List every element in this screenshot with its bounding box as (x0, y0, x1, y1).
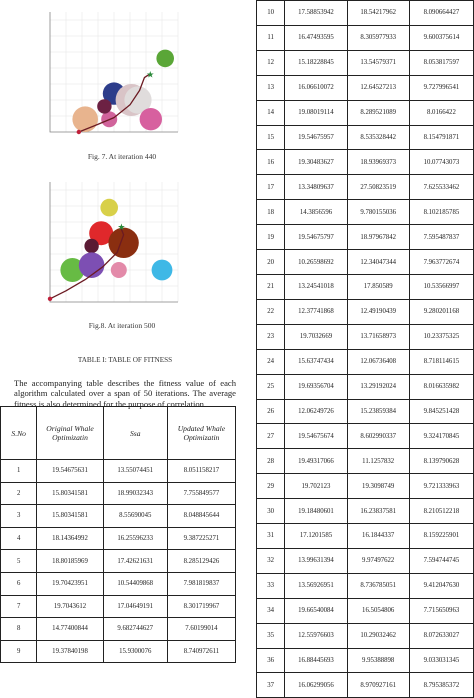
header-sno: S.No (1, 407, 37, 460)
table-cell: 26 (257, 399, 285, 424)
table-cell: 13.56926951 (285, 573, 347, 598)
obstacle-circle (111, 262, 127, 278)
table-cell: 8.795385372 (409, 673, 473, 698)
table-cell: 9.721333963 (409, 474, 473, 499)
table-cell: 12.34047344 (347, 250, 409, 275)
table-cell: 8.154791871 (409, 125, 473, 150)
figure-7 (34, 6, 184, 146)
table-cell: 7.60199014 (167, 618, 235, 641)
table-cell: 8.535328442 (347, 125, 409, 150)
table-cell: 13.24541018 (285, 274, 347, 299)
table-cell: 16.5054806 (347, 598, 409, 623)
table-cell: 16.06610072 (285, 75, 347, 100)
table-cell: 8.285129426 (167, 550, 235, 573)
table-cell: 15.80341581 (37, 482, 103, 505)
goal-marker: ★ (146, 69, 155, 80)
table-cell: 1 (1, 460, 37, 483)
start-marker (48, 297, 52, 301)
table-row (257, 299, 474, 324)
table-cell: 13.29192024 (347, 374, 409, 399)
table-cell: 9.97497622 (347, 548, 409, 573)
table-cell: 16.23837581 (347, 499, 409, 524)
table-row (1, 482, 236, 505)
table-cell: 18.93969373 (347, 150, 409, 175)
table-cell: 18.97967842 (347, 225, 409, 250)
fitness-table-left (0, 406, 236, 663)
table-cell: 16.47493595 (285, 25, 347, 50)
table-cell: 8.0166422 (409, 100, 473, 125)
table-row (257, 1, 474, 26)
table-cell: 8.55690045 (103, 505, 167, 528)
table-cell: 8.090664427 (409, 1, 473, 26)
table-cell: 19.7032669 (285, 324, 347, 349)
table-cell: 9.682744627 (103, 618, 167, 641)
table-cell: 8.301719967 (167, 595, 235, 618)
table-cell: 27.50823519 (347, 175, 409, 200)
table-cell: 15.9300076 (103, 640, 167, 663)
start-marker (77, 130, 81, 134)
table-cell: 9.324170845 (409, 424, 473, 449)
table-cell: 12.06249726 (285, 399, 347, 424)
table-row (1, 505, 236, 528)
table-cell: 18.14364992 (37, 527, 103, 550)
table-cell: 12.64527213 (347, 75, 409, 100)
table-cell: 13.34809637 (285, 175, 347, 200)
table-cell: 8 (1, 618, 37, 641)
table-cell: 18.99032343 (103, 482, 167, 505)
table-cell: 19.54675957 (285, 125, 347, 150)
table-cell: 9.280201168 (409, 299, 473, 324)
table-cell: 9.780155036 (347, 200, 409, 225)
table-cell: 33 (257, 573, 285, 598)
table-cell: 13 (257, 75, 285, 100)
table-cell: 14.3856596 (285, 200, 347, 225)
table-row (257, 573, 474, 598)
table-cell: 8.718114615 (409, 349, 473, 374)
table-cell: 31 (257, 524, 285, 549)
table-row (257, 598, 474, 623)
figure-7-plot (34, 6, 184, 146)
table-row (257, 548, 474, 573)
table-row (257, 324, 474, 349)
table-row (1, 618, 236, 641)
table-cell: 10.54409868 (103, 572, 167, 595)
paragraph-text: The accompanying table describes the fitness value of each algorithm calculated over a span of 50 iterations. The average fitness is also determined for the purpose of correlation. (14, 377, 236, 409)
table-cell: 15.18228845 (285, 50, 347, 75)
header-ssa: Ssa (103, 407, 167, 460)
table-cell: 21 (257, 274, 285, 299)
table-cell: 19.49317066 (285, 449, 347, 474)
table-cell: 2 (1, 482, 37, 505)
table-cell: 24 (257, 349, 285, 374)
fitness-table-right (256, 0, 474, 698)
table-row (257, 474, 474, 499)
table-cell: 19.702123 (285, 474, 347, 499)
table-cell: 8.048845644 (167, 505, 235, 528)
table-cell: 17.850589 (347, 274, 409, 299)
figure-8-caption: Fig.8. At iteration 500 (88, 321, 156, 330)
table-row (1, 550, 236, 573)
table-cell: 30 (257, 499, 285, 524)
table-cell: 8.736785051 (347, 573, 409, 598)
table-cell: 17.1201585 (285, 524, 347, 549)
table-cell: 15.23859384 (347, 399, 409, 424)
table-cell: 4 (1, 527, 37, 550)
table-header-row (1, 407, 236, 460)
table-cell: 16.06299056 (285, 673, 347, 698)
table-cell: 7.981819837 (167, 572, 235, 595)
table-cell: 37 (257, 673, 285, 698)
table-cell: 15.80341581 (37, 505, 103, 528)
table-row (1, 572, 236, 595)
obstacle-circle (100, 199, 118, 217)
table-row (257, 50, 474, 75)
table-row (257, 449, 474, 474)
table-cell: 9.412047630 (409, 573, 473, 598)
table-cell: 14.77400844 (37, 618, 103, 641)
table-cell: 19.08019114 (285, 100, 347, 125)
table-cell: 35 (257, 623, 285, 648)
table-row (257, 349, 474, 374)
obstacle-circle (140, 108, 162, 130)
table-cell: 9 (1, 640, 37, 663)
table-cell: 12.49190439 (347, 299, 409, 324)
table-cell: 16.25596233 (103, 527, 167, 550)
table-cell: 19.3098749 (347, 474, 409, 499)
obstacle-circle (72, 106, 98, 132)
table-cell: 12.55976603 (285, 623, 347, 648)
table-title: TABLE I: TABLE OF FITNESS (77, 356, 173, 364)
table-row (1, 640, 236, 663)
table-row (257, 75, 474, 100)
table-row (257, 175, 474, 200)
table-cell: 10.23375325 (409, 324, 473, 349)
table-cell: 23 (257, 324, 285, 349)
table-cell: 8.159225901 (409, 524, 473, 549)
table-cell: 14 (257, 100, 285, 125)
table-cell: 18.80185969 (37, 550, 103, 573)
table-cell: 3 (1, 505, 37, 528)
goal-marker: ★ (117, 221, 126, 232)
table-cell: 7 (1, 595, 37, 618)
table-row (257, 100, 474, 125)
table-cell: 16.88445693 (285, 648, 347, 673)
table-cell: 12.06736408 (347, 349, 409, 374)
obstacle-circle (84, 239, 98, 253)
table-row (257, 125, 474, 150)
table-cell: 8.289521089 (347, 100, 409, 125)
table-cell: 19.54675797 (285, 225, 347, 250)
table-cell: 15 (257, 125, 285, 150)
table-cell: 19.66540084 (285, 598, 347, 623)
obstacle-circle (108, 228, 138, 258)
table-cell: 17.42621631 (103, 550, 167, 573)
table-cell: 9.727996541 (409, 75, 473, 100)
table-cell: 28 (257, 449, 285, 474)
table-cell: 10.29032462 (347, 623, 409, 648)
header-original-whale: Original Whale Optimizatin (37, 407, 103, 460)
table-row (257, 374, 474, 399)
table-cell: 19.7043612 (37, 595, 103, 618)
table-cell: 8.139790628 (409, 449, 473, 474)
table-cell: 17.04649191 (103, 595, 167, 618)
table-cell: 8.016635982 (409, 374, 473, 399)
fitness-description (14, 355, 236, 409)
table-cell: 8.305977933 (347, 25, 409, 50)
figure-8 (34, 178, 184, 316)
table-row (257, 524, 474, 549)
table-cell: 22 (257, 299, 285, 324)
figure-7-caption: Fig. 7. At iteration 440 (87, 152, 157, 161)
table-row (257, 200, 474, 225)
table-cell: 8.210512218 (409, 499, 473, 524)
table-cell: 19 (257, 225, 285, 250)
table-cell: 7.625533462 (409, 175, 473, 200)
table-row (257, 623, 474, 648)
table-row (257, 150, 474, 175)
table-cell: 19.37840198 (37, 640, 103, 663)
table-cell: 20 (257, 250, 285, 275)
table-cell: 19.54675631 (37, 460, 103, 483)
table-cell: 34 (257, 598, 285, 623)
table-row (257, 25, 474, 50)
table-row (257, 424, 474, 449)
table-cell: 16.1844337 (347, 524, 409, 549)
table-cell: 13.71658973 (347, 324, 409, 349)
table-cell: 19.70423951 (37, 572, 103, 595)
header-updated-whale: Updated Whale Optimizatin (167, 407, 235, 460)
table-row (257, 399, 474, 424)
table-cell: 9.387225271 (167, 527, 235, 550)
table-cell: 5 (1, 550, 37, 573)
table-cell: 8.602990337 (347, 424, 409, 449)
table-cell: 12 (257, 50, 285, 75)
table-cell: 19.69356704 (285, 374, 347, 399)
table-cell: 27 (257, 424, 285, 449)
table-cell: 11.1257832 (347, 449, 409, 474)
figure-8-plot (34, 178, 184, 316)
table-row (257, 225, 474, 250)
obstacle-circle (156, 50, 174, 68)
table-cell: 8.740972611 (167, 640, 235, 663)
table-cell: 6 (1, 572, 37, 595)
table-cell: 10.26598692 (285, 250, 347, 275)
table-cell: 7.715650963 (409, 598, 473, 623)
table-row (257, 274, 474, 299)
obstacle-circle (152, 260, 173, 281)
table-cell: 13.54579371 (347, 50, 409, 75)
table-cell: 8.051158217 (167, 460, 235, 483)
obstacle-circle (97, 99, 111, 113)
table-row (1, 595, 236, 618)
table-cell: 7.595487837 (409, 225, 473, 250)
table-row (1, 460, 236, 483)
table-cell: 19.54675674 (285, 424, 347, 449)
table-cell: 16 (257, 150, 285, 175)
table-cell: 13.99631394 (285, 548, 347, 573)
table-cell: 12.37741868 (285, 299, 347, 324)
table-cell: 17.58853942 (285, 1, 347, 26)
table-cell: 7.594744745 (409, 548, 473, 573)
table-cell: 8.053817597 (409, 50, 473, 75)
table-cell: 18 (257, 200, 285, 225)
table-cell: 8.072633027 (409, 623, 473, 648)
table-cell: 19.30483627 (285, 150, 347, 175)
table-cell: 8.970927161 (347, 673, 409, 698)
table-cell: 19.18480601 (285, 499, 347, 524)
table-cell: 25 (257, 374, 285, 399)
table-row (257, 648, 474, 673)
table-cell: 9.845251428 (409, 399, 473, 424)
table-row (257, 673, 474, 698)
table-cell: 9.033031345 (409, 648, 473, 673)
table-row (257, 250, 474, 275)
table-cell: 10.07743073 (409, 150, 473, 175)
table-cell: 29 (257, 474, 285, 499)
table-cell: 9.600375614 (409, 25, 473, 50)
table-cell: 10.53566997 (409, 274, 473, 299)
table-cell: 32 (257, 548, 285, 573)
table-cell: 10 (257, 1, 285, 26)
table-cell: 17 (257, 175, 285, 200)
table-cell: 11 (257, 25, 285, 50)
table-cell: 13.55074451 (103, 460, 167, 483)
table-cell: 8.102185785 (409, 200, 473, 225)
table-cell: 7.755849577 (167, 482, 235, 505)
table-row (1, 527, 236, 550)
table-cell: 9.95388898 (347, 648, 409, 673)
table-row (257, 499, 474, 524)
table-cell: 18.54217962 (347, 1, 409, 26)
table-cell: 36 (257, 648, 285, 673)
table-cell: 7.963772674 (409, 250, 473, 275)
table-cell: 15.63747434 (285, 349, 347, 374)
